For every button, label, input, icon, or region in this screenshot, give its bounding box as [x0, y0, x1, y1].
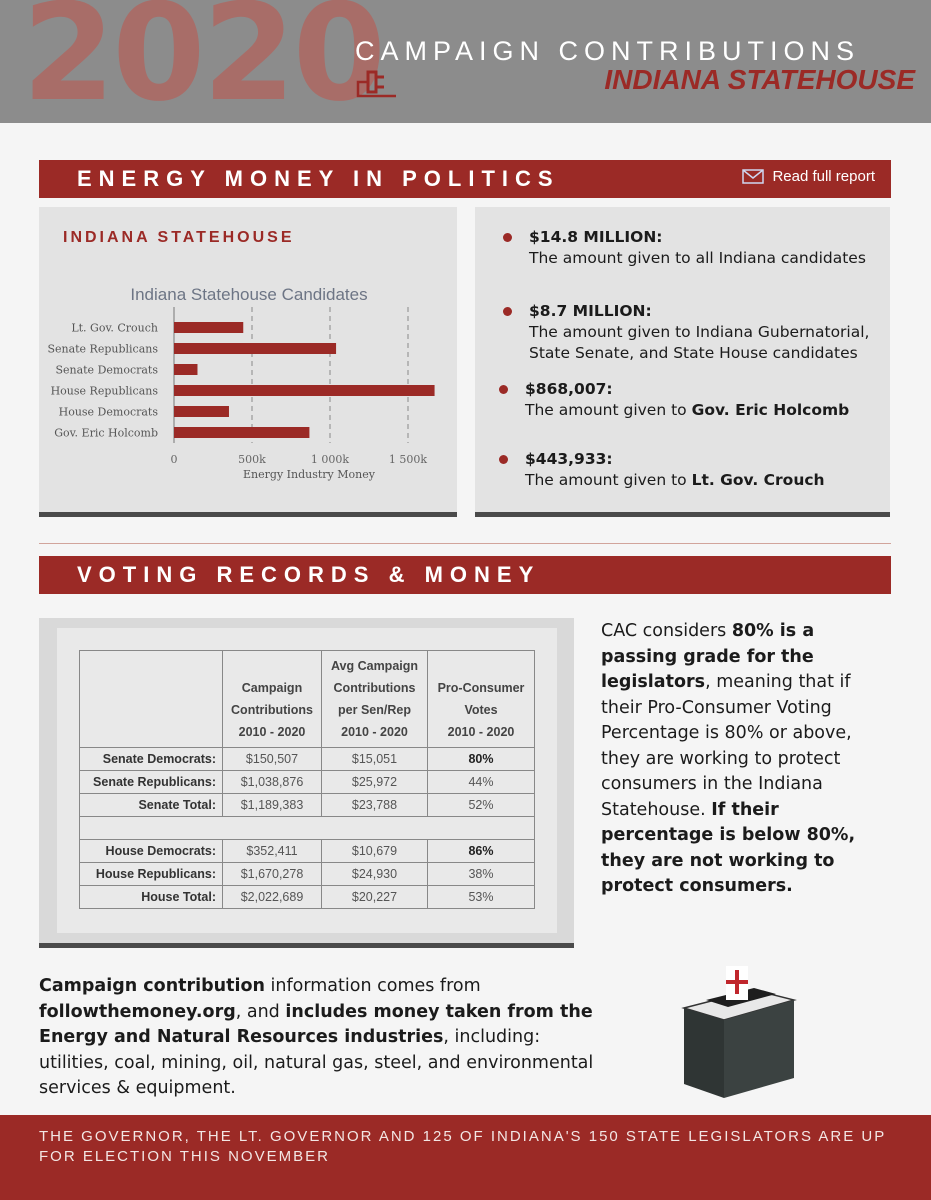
bullet-icon — [503, 307, 512, 316]
section-voting-bar — [39, 556, 891, 594]
chart-panel — [39, 207, 457, 517]
stat-amount: $14.8 MILLION: — [529, 228, 663, 246]
stat-amount: $868,007: — [525, 380, 613, 398]
bar-chart — [39, 277, 457, 487]
section-energy-money-bar — [39, 160, 891, 198]
section-title: ENERGY MONEY IN POLITICS — [77, 166, 560, 191]
voting-records-table — [79, 650, 535, 909]
year-title: 2020 — [22, 0, 383, 123]
bullet-icon — [499, 385, 508, 394]
table-row: House Democrats: $352,411 $10,679 86% — [80, 840, 535, 863]
info-paragraph: Campaign contribution information comes from followthemoney.org, and includes money taken from the Energy and Natural Resources industries, including: utilities, coal, mining, oil, natural gas, steel, and environmental services & equipment. — [39, 976, 594, 1098]
stat-amount: $8.7 MILLION: — [529, 302, 652, 320]
bar — [174, 364, 197, 375]
y-tick-label: Lt. Gov. Crouch — [71, 321, 158, 335]
header-subtitle: INDIANA STATEHOUSE — [604, 64, 915, 95]
stat-text: The amount given to — [525, 471, 692, 489]
header-title: CAMPAIGN CONTRIBUTIONS — [355, 36, 861, 66]
table-header — [80, 651, 223, 748]
y-tick-label: House Republicans — [50, 384, 158, 398]
table-panel — [39, 618, 574, 948]
table-row: House Republicans: $1,670,278 $24,930 38% — [80, 863, 535, 886]
bullet-icon — [503, 233, 512, 242]
cac-paragraph: CAC considers 80% is a passing grade for the legislators, meaning that if their Pro-Consumer Voting Percentage is 80% or above, they are working to protect consumers in the Indiana Statehouse. If their percentage is below 80%, they are not working to protect consumers. — [601, 621, 856, 896]
stat-text: The amount given to — [525, 401, 692, 419]
read-report-label: Read full report — [772, 168, 875, 185]
envelope-icon — [742, 169, 764, 184]
x-tick-label: 0 — [170, 453, 178, 466]
table-spacer-row — [80, 817, 535, 840]
stat-amount: $443,933: — [525, 450, 613, 468]
bar — [174, 406, 229, 417]
bar — [174, 427, 309, 438]
bullet-icon — [499, 455, 508, 464]
x-axis-label: Energy Industry Money — [243, 468, 375, 481]
page-footer — [0, 1115, 931, 1200]
bar — [174, 322, 243, 333]
stat-item — [525, 379, 875, 421]
table-row: Senate Total: $1,189,383 $23,788 52% — [80, 794, 535, 817]
x-tick-label: 500k — [238, 453, 266, 466]
table-header-row — [80, 651, 535, 748]
chart-title: Indiana Statehouse Candidates — [130, 285, 368, 304]
x-tick-label: 1 000k — [310, 453, 350, 466]
table-row: Senate Republicans: $1,038,876 $25,972 44% — [80, 771, 535, 794]
stat-item — [529, 301, 879, 364]
stat-item — [529, 227, 869, 269]
table-header: Campaign Contributions 2010 - 2020 — [223, 651, 322, 748]
table-row: House Total: $2,022,689 $20,227 53% — [80, 886, 535, 909]
read-report-link[interactable] — [742, 168, 875, 185]
footer-text: THE GOVERNOR, THE LT. GOVERNOR AND 125 OF INDIANA'S 150 STATE LEGISLATORS ARE UP FOR ELECTION THIS NOVEMBER — [39, 1128, 886, 1165]
plug-icon — [354, 68, 398, 98]
page-header — [0, 0, 931, 123]
y-tick-label: Senate Republicans — [47, 342, 158, 356]
stats-panel — [475, 207, 890, 517]
panel-heading: INDIANA STATEHOUSE — [63, 229, 295, 246]
table-header: Pro-Consumer Votes 2010 - 2020 — [428, 651, 535, 748]
bar — [174, 343, 336, 354]
y-tick-label: Gov. Eric Holcomb — [54, 426, 158, 440]
stat-name: Gov. Eric Holcomb — [691, 401, 850, 419]
table-row: Senate Democrats: $150,507 $15,051 80% — [80, 748, 535, 771]
y-tick-label: Senate Democrats — [55, 363, 158, 377]
x-tick-label: 1 500k — [388, 453, 428, 466]
bar — [174, 385, 435, 396]
stat-text: The amount given to Indiana Gubernatorial, State Senate, and State House candidates — [529, 323, 870, 362]
section-title: VOTING RECORDS & MONEY — [77, 562, 541, 587]
stat-name: Lt. Gov. Crouch — [691, 471, 825, 489]
stat-item — [525, 449, 875, 491]
divider — [39, 543, 891, 544]
y-tick-label: House Democrats — [58, 405, 158, 419]
ballot-box-icon — [676, 960, 806, 1100]
table-header: Avg Campaign Contributions per Sen/Rep 2010 - 2020 — [322, 651, 428, 748]
stat-text: The amount given to all Indiana candidates — [529, 249, 866, 267]
